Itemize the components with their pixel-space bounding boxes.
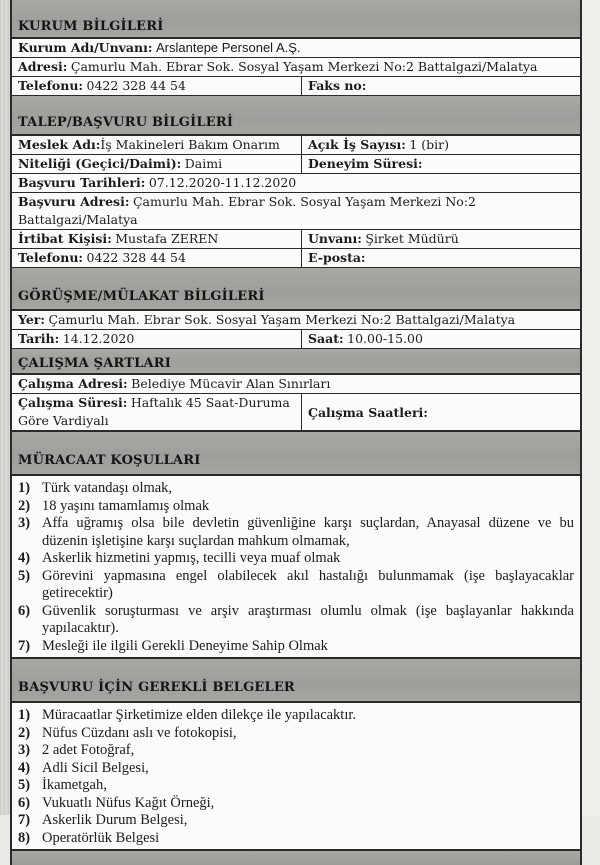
field-label: Kurum Adı/Unvanı: [18, 40, 153, 55]
section-title: KURUM BİLGİLERİ [18, 19, 164, 34]
calisma-adres-value: Belediye Mücavir Alan Sınırları [131, 376, 331, 391]
list-item [18, 568, 574, 603]
item-text: Nüfus Cüzdanı aslı ve fotokopisi, [42, 724, 237, 741]
field-label: Açık İş Sayısı: [308, 137, 406, 152]
kurum-telefon-value: 0422 328 44 54 [86, 78, 186, 93]
item-text: Vukuatlı Nüfus Kağıt Örneği, [42, 794, 215, 811]
gorusme-tarih-value: 14.12.2020 [62, 331, 135, 346]
belgeler-list [12, 703, 580, 851]
item-text: Görevini yapmasına engel olabilecek akıl hastalığı bulunmamak (işe başlayacaklar getirecektir) [42, 567, 574, 601]
field-label: Başvuru Tarihleri: [18, 175, 146, 190]
list-item [18, 498, 574, 516]
item-number: 5) [18, 567, 31, 584]
item-text: Affa uğramış olsa bile devletin güvenliğine karşı suçlardan, Anayasal düzene ve bu düzenin işletişine karşı suçlardan mahkum olmamak, [42, 515, 574, 549]
section-title: BAŞVURU İÇİN GEREKLİ BELGELER [18, 680, 295, 695]
field-label: Meslek Adı: [18, 137, 101, 152]
section-kurum-header [12, 0, 580, 39]
item-text: Müracaatlar Şirketimize elden dilekçe ile yapılacaktır. [42, 707, 357, 723]
section-belgeler-header [12, 659, 580, 703]
kurum-ad-value: Arslantepe Personel A.Ş. [156, 40, 301, 55]
field-label: Çalışma Saatleri: [308, 404, 428, 420]
field-label: Unvanı: [308, 231, 362, 246]
gorusme-tarih-row [12, 330, 580, 349]
item-number: 1) [18, 707, 31, 723]
item-text: Askerlik Durum Belgesi, [42, 812, 188, 828]
talep-telefon-value: 0422 328 44 54 [86, 250, 186, 265]
section-title: ÇALIŞMA ŞARTLARI [18, 356, 172, 371]
item-number: 2) [18, 724, 31, 741]
item-text: Türk vatandaşı olmak, [42, 480, 173, 496]
item-number: 7) [18, 637, 31, 654]
field-label: E-posta: [308, 250, 366, 265]
list-item [18, 725, 574, 743]
meslek-value: İş Makineleri Bakım Onarım [100, 137, 280, 152]
field-label: Çalışma Süresi: [18, 395, 128, 410]
list-item [18, 777, 574, 795]
calisma-sure-value: Haftalık 45 Saat-Duruma [130, 395, 290, 410]
section-calisma-header [12, 349, 580, 375]
talep-meslek-row [12, 136, 580, 155]
item-text: Askerlik hizmetini yapmış, tecilli veya muaf olmak [42, 550, 341, 566]
gorusme-saat-value: 10.00-15.00 [347, 331, 423, 346]
talep-irtibat-row [12, 230, 580, 249]
job-posting-form [10, 0, 582, 865]
field-label: Faks no: [308, 78, 367, 93]
talep-telefon-row [12, 249, 580, 268]
item-number: 8) [18, 829, 31, 846]
section-title: MÜRACAAT KOŞULLARI [18, 453, 201, 468]
basvuru-adres-value: Çamurlu Mah. Ebrar Sok. Sosyal Yaşam Merkezi No:2 [132, 194, 476, 209]
kurum-adres-value: Çamurlu Mah. Ebrar Sok. Sosyal Yaşam Merkezi No:2 Battalgazi/Malatya [70, 59, 538, 74]
item-number: 3) [18, 515, 31, 531]
item-number: 4) [18, 550, 31, 566]
item-number: 2) [18, 497, 31, 514]
field-label: İrtibat Kişisi: [18, 231, 112, 246]
list-item [18, 515, 574, 550]
section-talep-header [12, 96, 580, 136]
field-label: Telefonu: [18, 78, 84, 93]
kurum-adres-row [12, 58, 580, 77]
field-label: Çalışma Adresi: [18, 376, 128, 391]
field-label: Adresi: [18, 59, 68, 74]
muracaat-list [12, 476, 580, 659]
item-number: 6) [18, 794, 31, 811]
field-label: Niteliği (Geçici/Daimi): [18, 156, 182, 171]
field-label: Tarih: [18, 331, 60, 346]
calisma-sure-row [12, 394, 580, 432]
section-muracaat-header [12, 432, 580, 476]
item-text: Operatörlük Belgesi [42, 829, 160, 846]
section-title: GÖRÜŞME/MÜLAKAT BİLGİLERİ [18, 289, 265, 304]
list-item [18, 742, 574, 760]
section-gorusme-header [12, 268, 580, 311]
talep-tarih-row [12, 174, 580, 193]
list-item [18, 603, 574, 638]
talep-adres-row [12, 193, 580, 230]
list-item [18, 550, 574, 568]
irtibat-value: Mustafa ZEREN [115, 231, 219, 246]
item-number: 3) [18, 742, 31, 758]
gorusme-yer-value: Çamurlu Mah. Ebrar Sok. Sosyal Yaşam Merkezi No:2 Battalgazi/Malatya [48, 312, 516, 327]
field-label: Saat: [308, 331, 344, 346]
item-number: 4) [18, 759, 31, 776]
section-title: TALEP/BAŞVURU BİLGİLERİ [18, 115, 234, 130]
kurum-telefon-row [12, 77, 580, 96]
item-text: Adli Sicil Belgesi, [42, 759, 149, 776]
gorusme-yer-row [12, 311, 580, 330]
nitelik-value: Daimi [184, 156, 223, 171]
field-label: Yer: [18, 312, 45, 327]
talep-nitelik-row [12, 155, 580, 174]
scan-edge-left [0, 0, 10, 815]
list-item [18, 638, 574, 656]
calisma-sure-value-line2: Göre Vardiyalı [18, 413, 109, 428]
field-label: Başvuru Adresi: [18, 194, 130, 209]
list-item [18, 707, 574, 725]
kurum-ad-row [12, 39, 580, 58]
item-text: 2 adet Fotoğraf, [42, 742, 135, 758]
basvuru-tarih-value: 07.12.2020-11.12.2020 [148, 175, 297, 190]
next-section-band [12, 851, 580, 865]
list-item [18, 795, 574, 813]
unvan-value: Şirket Müdürü [365, 231, 459, 246]
item-number: 7) [18, 812, 31, 828]
item-text: 18 yaşını tamamlamış olmak [42, 497, 210, 514]
item-text: Mesleği ile ilgili Gerekli Deneyime Sahip Olmak [42, 637, 328, 654]
item-text: Güvenlik soruşturması ve arşiv araştırması olumlu olmak (işe başlayanlar hakkında yapılacaktır). [42, 602, 574, 636]
list-item [18, 480, 574, 498]
field-label: Deneyim Süresi: [308, 156, 423, 171]
list-item [18, 760, 574, 778]
item-number: 6) [18, 602, 31, 619]
basvuru-adres-value-line2: Battalgazi/Malatya [18, 212, 138, 227]
field-label: Telefonu: [18, 250, 84, 265]
item-number: 1) [18, 480, 31, 496]
acik-is-value: 1 (bir) [409, 137, 450, 152]
item-text: İkametgah, [42, 777, 107, 793]
list-item [18, 830, 574, 848]
calisma-adres-row [12, 375, 580, 394]
item-number: 5) [18, 777, 31, 793]
